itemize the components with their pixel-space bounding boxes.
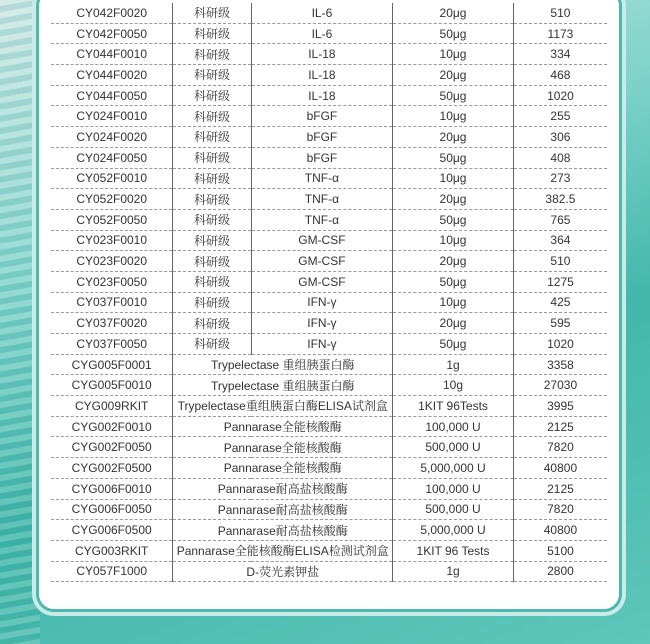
cell-level: 科研级 <box>173 251 251 272</box>
cell-name: Pannarase全能核酸酶ELISA检测试剂盒 <box>173 540 393 561</box>
cell-code: CY044F0010 <box>51 44 173 65</box>
table-row <box>51 313 607 334</box>
cell-price: 3995 <box>513 396 607 417</box>
table-row <box>51 292 607 313</box>
cell-spec: 50μg <box>393 271 514 292</box>
cell-price: 765 <box>513 209 607 230</box>
cell-name: GM-CSF <box>251 251 392 272</box>
cell-name: Pannarase耐高盐核酸酶 <box>173 499 393 520</box>
cell-name: TNF-α <box>251 168 392 189</box>
table-row <box>51 3 607 23</box>
cell-code: CY044F0050 <box>51 85 173 106</box>
table-row <box>51 251 607 272</box>
cell-name: Pannarase全能核酸酶 <box>173 416 393 437</box>
cell-level: 科研级 <box>173 313 251 334</box>
cell-name: bFGF <box>251 147 392 168</box>
cell-name: IL-6 <box>251 23 392 44</box>
cell-code: CY023F0010 <box>51 230 173 251</box>
cell-price: 364 <box>513 230 607 251</box>
cell-price: 2800 <box>513 561 607 582</box>
cell-spec: 50μg <box>393 147 514 168</box>
table-row <box>51 375 607 396</box>
cell-code: CY042F0050 <box>51 23 173 44</box>
cell-spec: 50μg <box>393 85 514 106</box>
table-row <box>51 147 607 168</box>
cell-price: 7820 <box>513 437 607 458</box>
cell-level: 科研级 <box>173 271 251 292</box>
cell-level: 科研级 <box>173 106 251 127</box>
cell-code: CY057F1000 <box>51 561 173 582</box>
cell-spec: 5,000,000 U <box>393 520 514 541</box>
cell-spec: 1KIT 96 Tests <box>393 540 514 561</box>
cell-price: 334 <box>513 44 607 65</box>
cell-code: CY024F0020 <box>51 127 173 148</box>
cell-code: CY024F0050 <box>51 147 173 168</box>
cell-name: TNF-α <box>251 189 392 210</box>
cell-code: CY024F0010 <box>51 106 173 127</box>
cell-name: IL-18 <box>251 65 392 86</box>
cell-spec: 10μg <box>393 292 514 313</box>
cell-level: 科研级 <box>173 334 251 355</box>
cell-price: 2125 <box>513 478 607 499</box>
table-row <box>51 230 607 251</box>
cell-price: 595 <box>513 313 607 334</box>
cell-name: GM-CSF <box>251 271 392 292</box>
cell-spec: 20μg <box>393 65 514 86</box>
cell-spec: 500,000 U <box>393 437 514 458</box>
cell-code: CYG006F0500 <box>51 520 173 541</box>
table-row <box>51 520 607 541</box>
table-row <box>51 354 607 375</box>
cell-code: CY023F0050 <box>51 271 173 292</box>
cell-spec: 10μg <box>393 168 514 189</box>
price-list-card <box>36 0 622 612</box>
cell-name: GM-CSF <box>251 230 392 251</box>
cell-spec: 20μg <box>393 189 514 210</box>
cell-name: IFN-γ <box>251 313 392 334</box>
cell-name: bFGF <box>251 127 392 148</box>
cell-level: 科研级 <box>173 209 251 230</box>
cell-code: CY052F0050 <box>51 209 173 230</box>
cell-name: Trypelectase 重组胰蛋白酶 <box>173 375 393 396</box>
table-row <box>51 540 607 561</box>
cell-price: 40800 <box>513 458 607 479</box>
table-row <box>51 168 607 189</box>
cell-spec: 20μg <box>393 127 514 148</box>
cell-spec: 20μg <box>393 251 514 272</box>
cell-name: Trypelectase 重组胰蛋白酶 <box>173 354 393 375</box>
cell-name: D-荧光素钾盐 <box>173 561 393 582</box>
cell-name: Pannarase耐高盐核酸酶 <box>173 478 393 499</box>
table-row <box>51 127 607 148</box>
cell-code: CY052F0020 <box>51 189 173 210</box>
cell-price: 40800 <box>513 520 607 541</box>
cell-price: 408 <box>513 147 607 168</box>
table-row <box>51 23 607 44</box>
cell-price: 510 <box>513 3 607 23</box>
cell-spec: 1KIT 96Tests <box>393 396 514 417</box>
cell-code: CYG006F0010 <box>51 478 173 499</box>
cell-price: 1275 <box>513 271 607 292</box>
cell-price: 468 <box>513 65 607 86</box>
cell-level: 科研级 <box>173 85 251 106</box>
cell-price: 27030 <box>513 375 607 396</box>
cell-price: 1173 <box>513 23 607 44</box>
cell-level: 科研级 <box>173 147 251 168</box>
table-row <box>51 416 607 437</box>
cell-price: 7820 <box>513 499 607 520</box>
cell-spec: 20μg <box>393 3 514 23</box>
cell-code: CY037F0020 <box>51 313 173 334</box>
cell-code: CYG002F0010 <box>51 416 173 437</box>
cell-name: IFN-γ <box>251 334 392 355</box>
table-row <box>51 271 607 292</box>
cell-code: CYG005F0001 <box>51 354 173 375</box>
table-row <box>51 85 607 106</box>
cell-price: 1020 <box>513 334 607 355</box>
cell-code: CYG006F0050 <box>51 499 173 520</box>
cell-spec: 10g <box>393 375 514 396</box>
table-row <box>51 106 607 127</box>
cell-name: IL-18 <box>251 44 392 65</box>
cell-spec: 10μg <box>393 230 514 251</box>
cell-level: 科研级 <box>173 168 251 189</box>
table-row <box>51 437 607 458</box>
cell-code: CY037F0010 <box>51 292 173 313</box>
cell-name: IFN-γ <box>251 292 392 313</box>
cell-price: 510 <box>513 251 607 272</box>
cell-code: CYG002F0050 <box>51 437 173 458</box>
cell-level: 科研级 <box>173 230 251 251</box>
cell-spec: 10μg <box>393 44 514 65</box>
cell-code: CYG005F0010 <box>51 375 173 396</box>
product-price-table <box>51 3 607 582</box>
cell-spec: 20μg <box>393 313 514 334</box>
cell-code: CYG003RKIT <box>51 540 173 561</box>
cell-spec: 5,000,000 U <box>393 458 514 479</box>
cell-spec: 50μg <box>393 334 514 355</box>
cell-spec: 50μg <box>393 209 514 230</box>
background-decoration <box>0 0 40 644</box>
cell-price: 306 <box>513 127 607 148</box>
cell-name: Trypelectase重组胰蛋白酶ELISA试剂盒 <box>173 396 393 417</box>
cell-price: 2125 <box>513 416 607 437</box>
cell-price: 255 <box>513 106 607 127</box>
cell-name: Pannarase耐高盐核酸酶 <box>173 520 393 541</box>
cell-code: CYG009RKIT <box>51 396 173 417</box>
cell-name: bFGF <box>251 106 392 127</box>
cell-spec: 100,000 U <box>393 478 514 499</box>
cell-level: 科研级 <box>173 292 251 313</box>
table-row <box>51 458 607 479</box>
cell-level: 科研级 <box>173 23 251 44</box>
cell-code: CY037F0050 <box>51 334 173 355</box>
cell-code: CY023F0020 <box>51 251 173 272</box>
cell-code: CY042F0020 <box>51 3 173 23</box>
table-row <box>51 499 607 520</box>
cell-price: 382.5 <box>513 189 607 210</box>
cell-level: 科研级 <box>173 44 251 65</box>
table-row <box>51 209 607 230</box>
cell-spec: 50μg <box>393 23 514 44</box>
cell-price: 425 <box>513 292 607 313</box>
cell-code: CY044F0020 <box>51 65 173 86</box>
cell-name: IL-6 <box>251 3 392 23</box>
cell-code: CYG002F0500 <box>51 458 173 479</box>
cell-level: 科研级 <box>173 65 251 86</box>
table-row <box>51 561 607 582</box>
cell-name: TNF-α <box>251 209 392 230</box>
cell-level: 科研级 <box>173 3 251 23</box>
cell-code: CY052F0010 <box>51 168 173 189</box>
cell-name: Pannarase全能核酸酶 <box>173 437 393 458</box>
table-row <box>51 189 607 210</box>
cell-price: 5100 <box>513 540 607 561</box>
cell-level: 科研级 <box>173 189 251 210</box>
table-row <box>51 65 607 86</box>
cell-spec: 1g <box>393 561 514 582</box>
table-row <box>51 334 607 355</box>
cell-spec: 10μg <box>393 106 514 127</box>
cell-spec: 500,000 U <box>393 499 514 520</box>
cell-spec: 1g <box>393 354 514 375</box>
cell-name: IL-18 <box>251 85 392 106</box>
cell-price: 3358 <box>513 354 607 375</box>
cell-name: Pannarase全能核酸酶 <box>173 458 393 479</box>
table-row <box>51 478 607 499</box>
cell-spec: 100,000 U <box>393 416 514 437</box>
cell-price: 273 <box>513 168 607 189</box>
table-row <box>51 44 607 65</box>
table-row <box>51 396 607 417</box>
cell-price: 1020 <box>513 85 607 106</box>
cell-level: 科研级 <box>173 127 251 148</box>
